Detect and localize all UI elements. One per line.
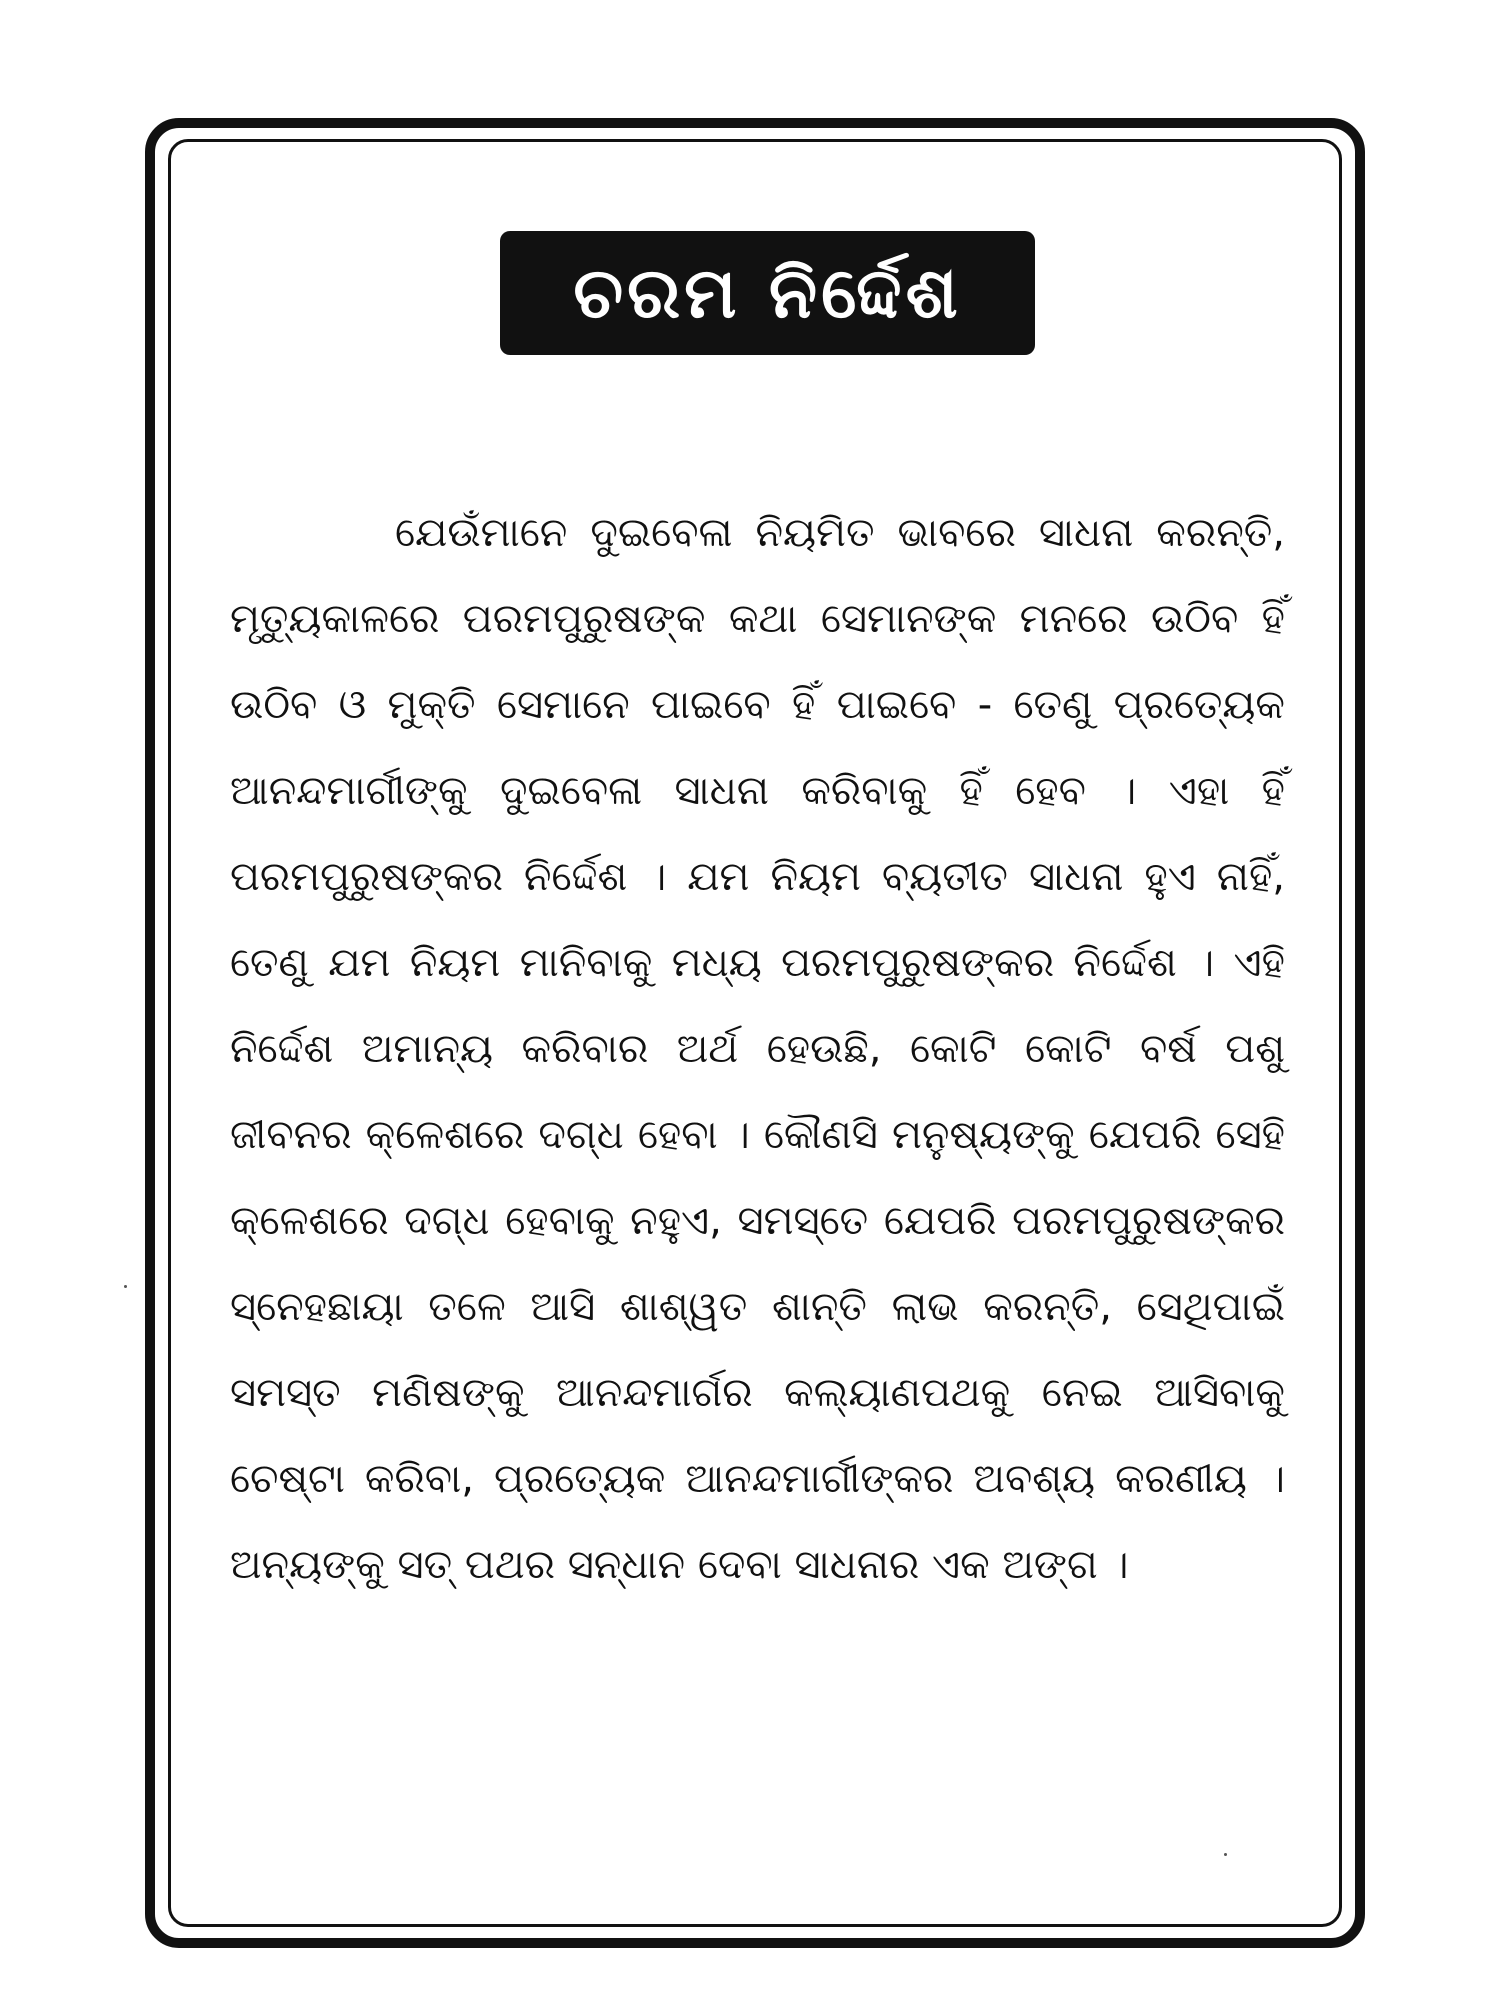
scan-speck [1224, 1853, 1227, 1856]
scan-speck [124, 1285, 127, 1288]
title-banner [500, 231, 1035, 355]
body-paragraph: ଯେଉଁମାନେ ଦୁଇବେଳା ନିୟମିତ ଭାବରେ ସାଧନା କରନ୍ତି, ମୃତ୍ୟୁକାଳରେ ପରମପୁରୁଷଙ୍କ କଥା ସେମାନଙ୍କ ମନରେ ଉଠିବ ହିଁ ଉଠିବ ଓ ମୁକ୍ତି ସେମାନେ ପାଇବେ ହିଁ ପାଇବେ - ତେଣୁ ପ୍ରତ୍ୟେକ ଆନନ୍ଦମାର୍ଗୀଙ୍କୁ ଦୁଇବେଳା ସାଧନା କରିବାକୁ ହିଁ ହେବ । ଏହା ହିଁ ପରମପୁରୁଷଙ୍କର ନିର୍ଦ୍ଦେଶ । ଯମ ନିୟମ ବ୍ୟତୀତ ସାଧନା ହୁଏ ନାହିଁ, ତେଣୁ ଯମ ନିୟମ ମାନିବାକୁ ମଧ୍ୟ ପରମପୁରୁଷଙ୍କର ନିର୍ଦ୍ଦେଶ । ଏହି ନିର୍ଦ୍ଦେଶ ଅମାନ୍ୟ କରିବାର ଅର୍ଥ ହେଉଛି, କୋଟି କୋଟି ବର୍ଷ ପଶୁ ଜୀବନର କ୍ଳେଶରେ ଦଗ୍ଧ ହେବା । କୌଣସି ମନୁଷ୍ୟଙ୍କୁ ଯେପରି ସେହି କ୍ଳେଶରେ ଦଗ୍ଧ ହେବାକୁ ନହୁଏ, ସମସ୍ତେ ଯେପରି ପରମପୁରୁଷଙ୍କର ସ୍ନେହଛାୟା ତଳେ ଆସି ଶାଶ୍ୱତ ଶାନ୍ତି ଲାଭ କରନ୍ତି, ସେଥିପାଇଁ ସମସ୍ତ ମଣିଷଙ୍କୁ ଆନନ୍ଦମାର୍ଗର କଲ୍ୟାଣପଥକୁ ନେଇ ଆସିବାକୁ ଚେଷ୍ଟା କରିବା, ପ୍ରତ୍ୟେକ ଆନନ୍ଦମାର୍ଗୀଙ୍କର ଅବଶ୍ୟ କରଣୀୟ । ଅନ୍ୟଙ୍କୁ ସତ୍ ପଥର ସନ୍ଧାନ ଦେବା ସାଧନାର ଏକ ଅଙ୍ଗ । [230, 510, 1285, 1588]
page-title: ଚରମ ନିର୍ଦ୍ଦେଶ [573, 252, 962, 334]
